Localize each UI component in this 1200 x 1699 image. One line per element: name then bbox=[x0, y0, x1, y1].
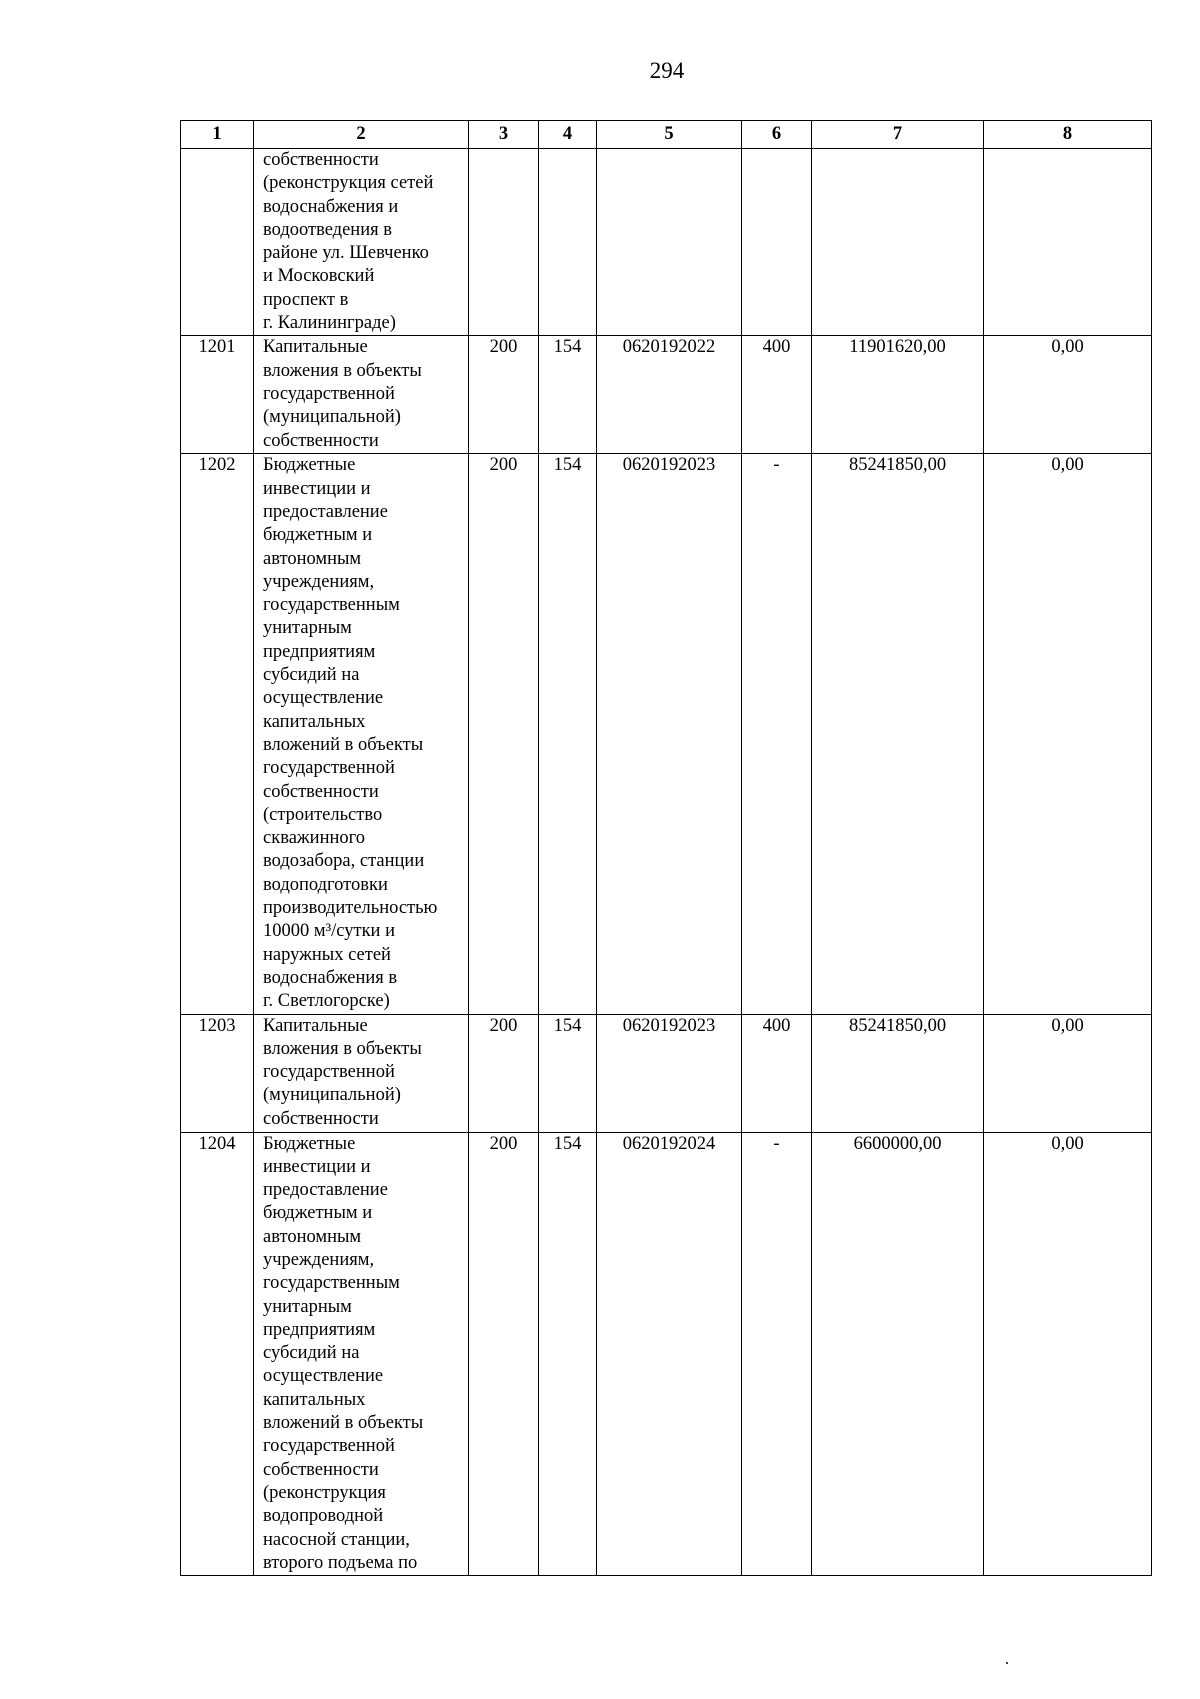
amount-cell: 85241850,00 bbox=[812, 1014, 984, 1132]
type-cell bbox=[742, 149, 812, 336]
amount-cell: 11901620,00 bbox=[812, 336, 984, 454]
description-line: проспект в bbox=[263, 289, 349, 310]
description-line: районе ул. Шевченко bbox=[263, 243, 429, 264]
table-row bbox=[181, 1132, 1152, 1576]
col-4-cell: 154 bbox=[539, 1014, 597, 1132]
col-3-cell: 200 bbox=[469, 454, 539, 1014]
description-line: государственной bbox=[263, 758, 395, 779]
description-line: субсидий на bbox=[263, 1343, 360, 1364]
description-line: насосной станции, bbox=[263, 1529, 410, 1550]
description-line: (муниципальной) bbox=[263, 1085, 401, 1106]
col-3-cell bbox=[469, 149, 539, 336]
description-line: вложения в объекты bbox=[263, 1038, 422, 1059]
table-row bbox=[181, 336, 1152, 454]
amount-cell bbox=[812, 149, 984, 336]
table-row bbox=[181, 454, 1152, 1014]
description-line: г. Калининграде) bbox=[263, 313, 396, 334]
page-number: 294 bbox=[649, 58, 685, 83]
row-number-cell: 1201 bbox=[181, 336, 254, 454]
description-line: государственной bbox=[263, 383, 395, 404]
description-line: водоснабжения и bbox=[263, 196, 399, 217]
col-4-cell: 154 bbox=[539, 336, 597, 454]
description-line: (реконструкция bbox=[263, 1482, 386, 1503]
description-line: инвестиции и bbox=[263, 478, 371, 499]
description-line: (реконструкция сетей bbox=[263, 173, 434, 194]
amount-2-cell: 0,00 bbox=[984, 336, 1152, 454]
description-line: скважинного bbox=[263, 828, 366, 849]
description-line: автономным bbox=[263, 1226, 362, 1247]
header-col-3: 3 bbox=[469, 121, 539, 149]
code-cell: 0620192023 bbox=[597, 454, 742, 1014]
header-col-7: 7 bbox=[812, 121, 984, 149]
description-line: автономным bbox=[263, 548, 362, 569]
amount-2-cell bbox=[984, 149, 1152, 336]
table-row bbox=[181, 149, 1152, 336]
description-line: учреждениям, bbox=[263, 571, 375, 592]
description-line: осуществление bbox=[263, 1366, 384, 1387]
code-cell bbox=[597, 149, 742, 336]
description-line: государственным bbox=[263, 595, 400, 616]
description-line: собственности bbox=[263, 1108, 379, 1129]
amount-2-cell: 0,00 bbox=[984, 454, 1152, 1014]
description-line: собственности bbox=[263, 781, 379, 802]
description-line: капитальных bbox=[263, 1389, 366, 1410]
description-line: предприятиям bbox=[263, 1319, 376, 1340]
description-line: водозабора, станции bbox=[263, 851, 425, 872]
type-cell: - bbox=[742, 1132, 812, 1576]
amount-2-cell: 0,00 bbox=[984, 1132, 1152, 1576]
amount-cell: 6600000,00 bbox=[812, 1132, 984, 1576]
row-number-cell: 1203 bbox=[181, 1014, 254, 1132]
description-line: 10000 м³/сутки и bbox=[263, 921, 395, 942]
col-4-cell bbox=[539, 149, 597, 336]
row-number-cell: 1202 bbox=[181, 454, 254, 1014]
description-cell bbox=[254, 1014, 469, 1132]
description-line: водоподготовки bbox=[263, 874, 388, 895]
description-line: вложений в объекты bbox=[263, 1413, 424, 1434]
type-cell: - bbox=[742, 454, 812, 1014]
description-cell bbox=[254, 454, 469, 1014]
table-row bbox=[181, 1014, 1152, 1132]
header-col-6: 6 bbox=[742, 121, 812, 149]
table-body bbox=[181, 149, 1152, 1576]
budget-table bbox=[180, 120, 1152, 1576]
code-cell: 0620192023 bbox=[597, 1014, 742, 1132]
description-line: учреждениям, bbox=[263, 1249, 375, 1270]
description-line: вложения в объекты bbox=[263, 360, 422, 381]
description-line: Бюджетные bbox=[263, 1133, 356, 1154]
description-line: предоставление bbox=[263, 1180, 388, 1201]
description-line: предприятиям bbox=[263, 641, 376, 662]
header-col-4: 4 bbox=[539, 121, 597, 149]
description-line: собственности bbox=[263, 430, 379, 451]
header-row bbox=[181, 121, 1152, 149]
amount-2-cell: 0,00 bbox=[984, 1014, 1152, 1132]
description-line: Бюджетные bbox=[263, 455, 356, 476]
description-line: водоотведения в bbox=[263, 219, 392, 240]
type-cell: 400 bbox=[742, 336, 812, 454]
description-line: производительностью bbox=[263, 898, 438, 919]
description-line: предоставление bbox=[263, 501, 388, 522]
description-line: бюджетным и bbox=[263, 525, 373, 546]
header-col-5: 5 bbox=[597, 121, 742, 149]
description-line: второго подъема по bbox=[263, 1552, 418, 1573]
code-cell: 0620192024 bbox=[597, 1132, 742, 1576]
description-line: государственной bbox=[263, 1062, 395, 1083]
description-cell bbox=[254, 1132, 469, 1576]
description-cell bbox=[254, 336, 469, 454]
header-col-8: 8 bbox=[984, 121, 1152, 149]
description-line: субсидий на bbox=[263, 665, 360, 686]
type-cell: 400 bbox=[742, 1014, 812, 1132]
description-line: государственной bbox=[263, 1436, 395, 1457]
code-cell: 0620192022 bbox=[597, 336, 742, 454]
row-number-cell bbox=[181, 149, 254, 336]
description-line: бюджетным и bbox=[263, 1203, 373, 1224]
col-4-cell: 154 bbox=[539, 454, 597, 1014]
description-line: вложений в объекты bbox=[263, 734, 424, 755]
description-line: капитальных bbox=[263, 711, 366, 732]
row-number-cell: 1204 bbox=[181, 1132, 254, 1576]
header-col-1: 1 bbox=[181, 121, 254, 149]
description-line: собственности bbox=[263, 1459, 379, 1480]
col-3-cell: 200 bbox=[469, 1014, 539, 1132]
description-line: собственности bbox=[263, 150, 379, 170]
description-line: г. Светлогорске) bbox=[263, 991, 390, 1012]
col-3-cell: 200 bbox=[469, 1132, 539, 1576]
col-3-cell: 200 bbox=[469, 336, 539, 454]
description-line: государственным bbox=[263, 1273, 400, 1294]
description-line: инвестиции и bbox=[263, 1156, 371, 1177]
description-line: и Московский bbox=[263, 266, 375, 287]
description-line: водоснабжения в bbox=[263, 967, 398, 988]
description-line: Капитальные bbox=[263, 1015, 368, 1036]
scan-speck bbox=[1006, 1662, 1008, 1664]
description-line: наружных сетей bbox=[263, 944, 391, 965]
description-line: (строительство bbox=[263, 804, 383, 825]
description-line: осуществление bbox=[263, 688, 384, 709]
description-cell bbox=[254, 149, 469, 336]
header-col-2: 2 bbox=[254, 121, 469, 149]
amount-cell: 85241850,00 bbox=[812, 454, 984, 1014]
description-line: водопроводной bbox=[263, 1506, 384, 1527]
description-line: Капитальные bbox=[263, 337, 368, 358]
description-line: унитарным bbox=[263, 1296, 352, 1317]
col-4-cell: 154 bbox=[539, 1132, 597, 1576]
description-line: (муниципальной) bbox=[263, 407, 401, 428]
description-line: унитарным bbox=[263, 618, 352, 639]
